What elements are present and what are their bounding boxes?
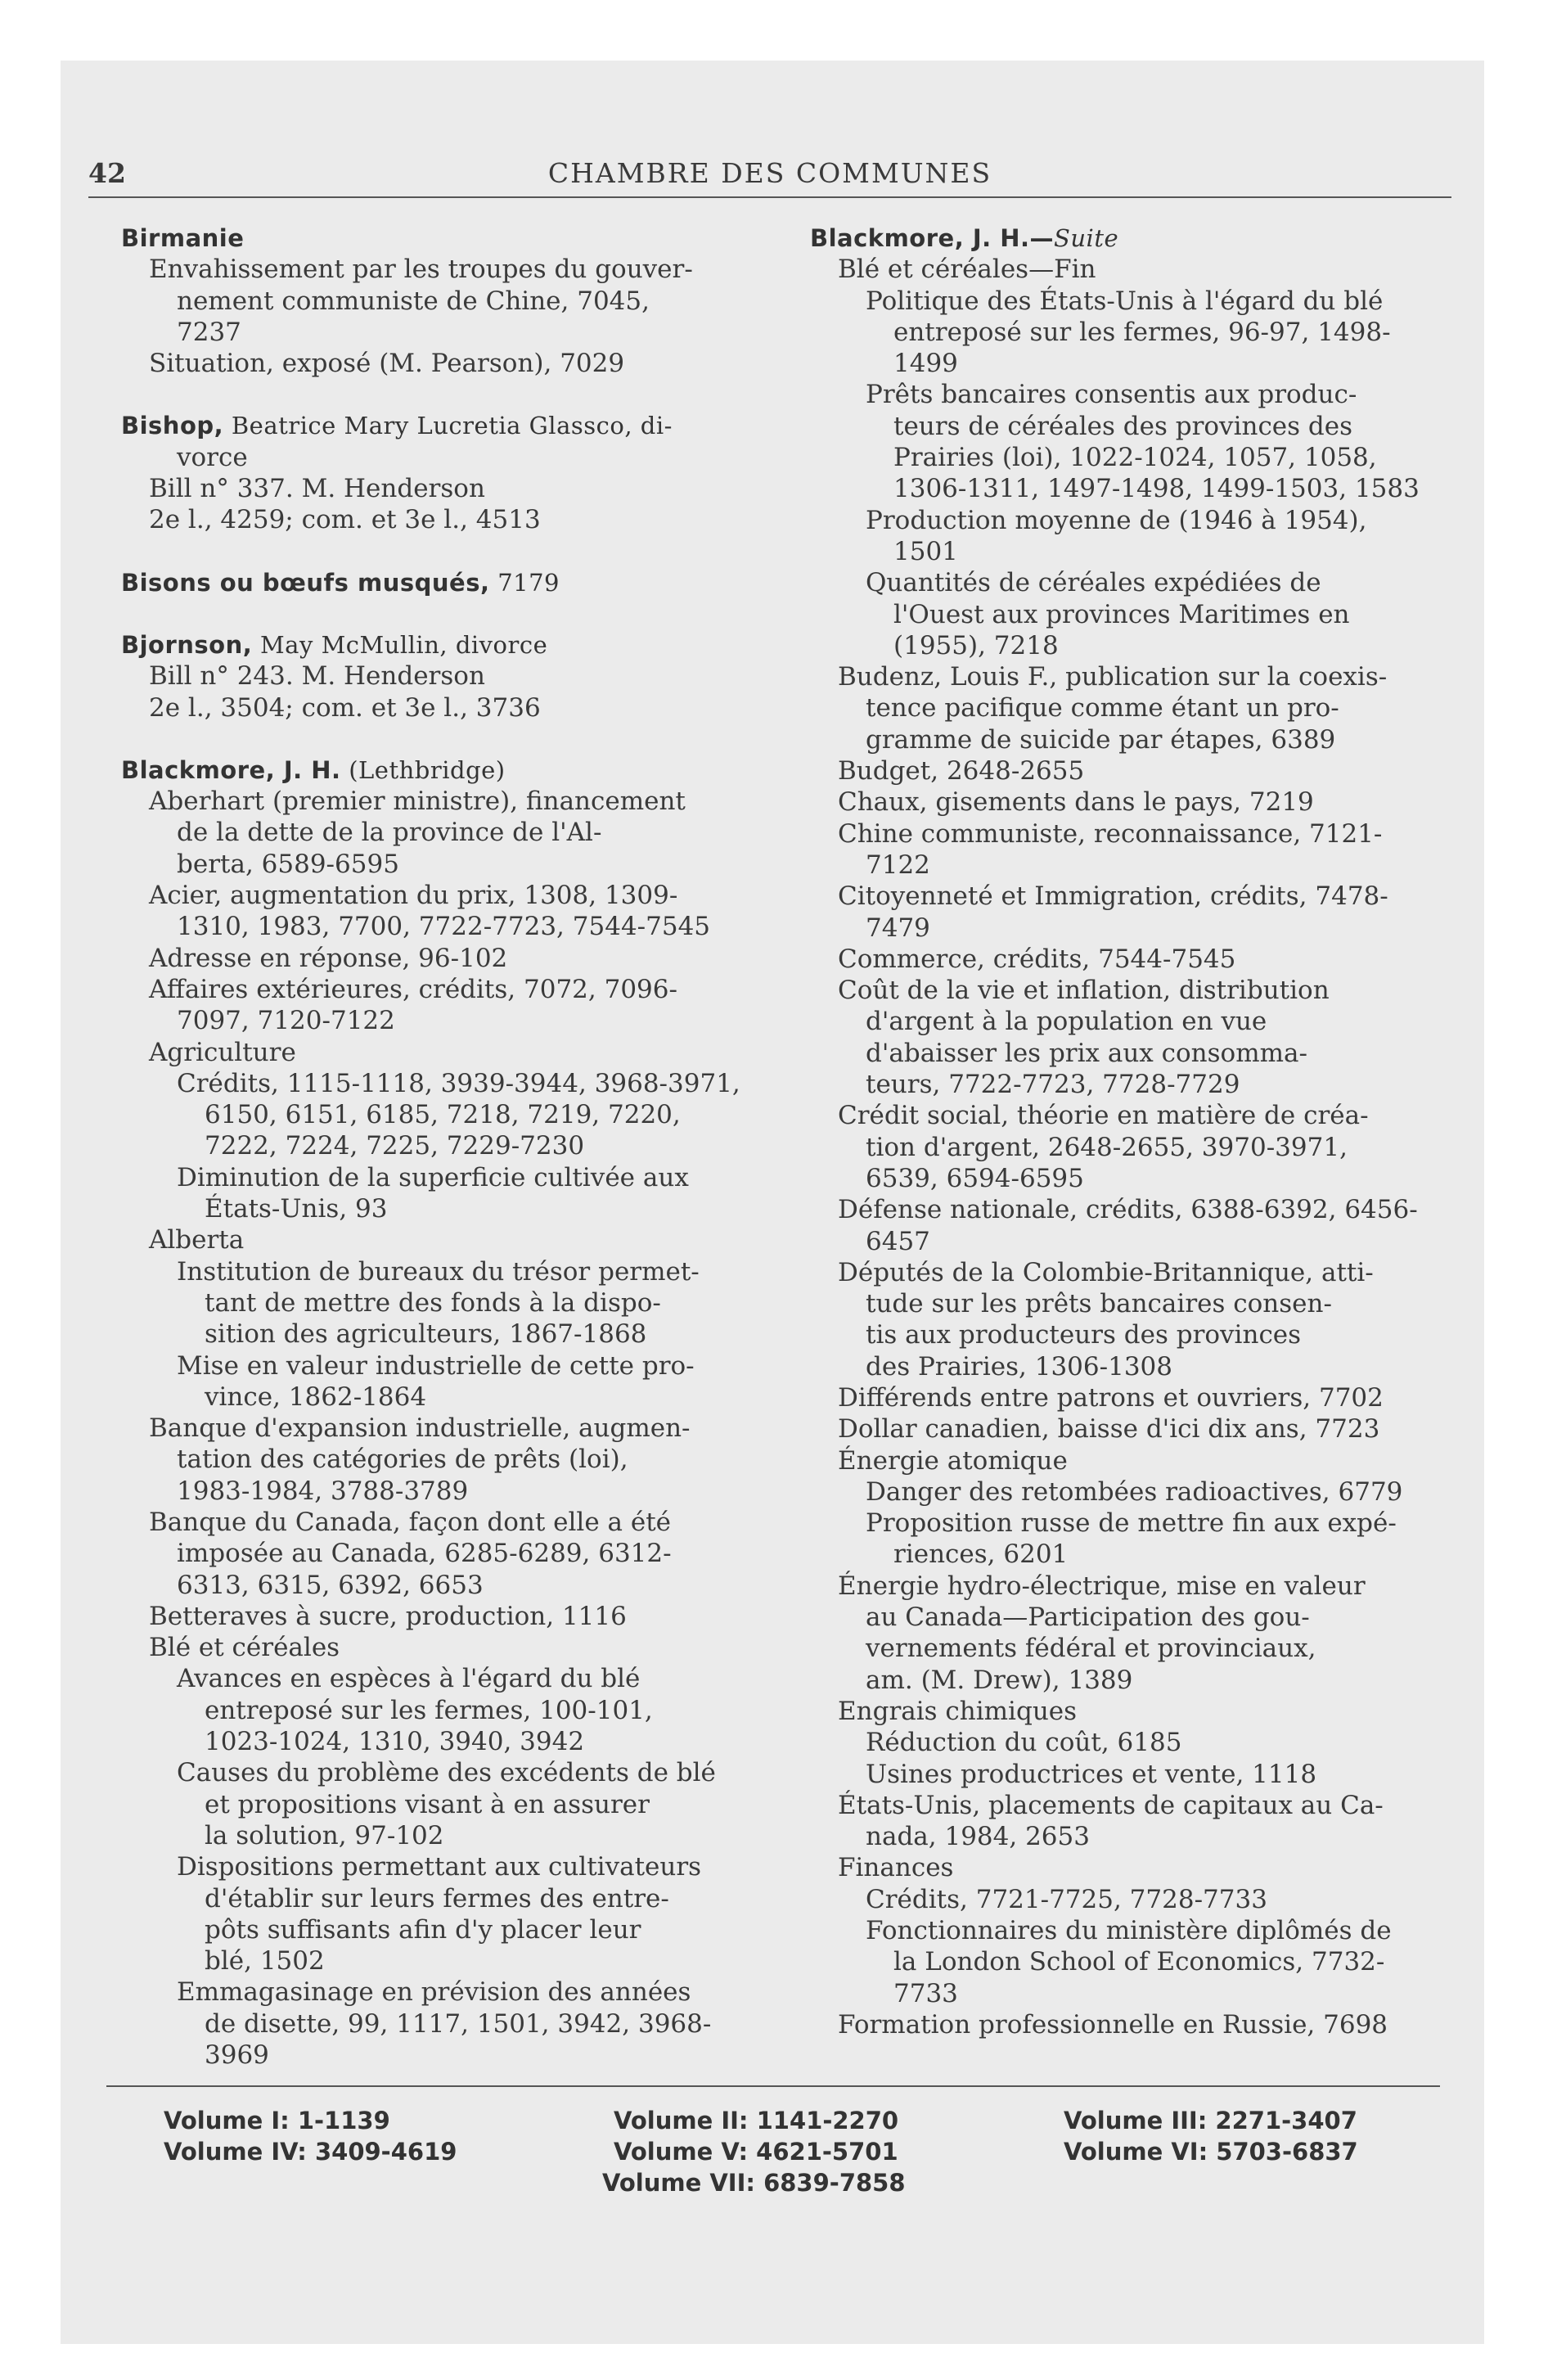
index-line [121, 1851, 767, 1882]
line-text: Crédits, 1115-1118, 3939-3944, 3968-3971, [177, 1068, 740, 1098]
line-text: de disette, 99, 1117, 1501, 3942, 3968- [205, 2008, 712, 2039]
line-text: 6150, 6151, 6185, 7218, 7219, 7220, [205, 1100, 681, 1130]
index-line [810, 1163, 1456, 1194]
line-text: tant de mettre des fonds à la dispo- [205, 1287, 661, 1318]
line-text: entreposé sur les fermes, 100-101, [205, 1695, 653, 1725]
heading-name: Blackmore, J. H. [121, 755, 341, 784]
line-text: Chaux, gisements dans le pays, 7219 [838, 787, 1314, 818]
line-text: Fonctionnaires du ministère diplômés de [866, 1916, 1392, 1946]
index-line [121, 849, 767, 880]
index-line [810, 630, 1456, 661]
index-line [810, 1226, 1456, 1257]
index-line [121, 1507, 767, 1538]
index-line [810, 1351, 1456, 1382]
index-line [121, 1757, 767, 1788]
line-text: 1499 [893, 349, 958, 379]
index-line [121, 1726, 767, 1757]
index-line [121, 1068, 767, 1099]
index-heading [121, 755, 767, 786]
line-text: d'établir sur leurs fermes des entre- [205, 1883, 669, 1913]
line-text: vernements fédéral et provinciaux, [866, 1634, 1316, 1664]
line-text: Énergie atomique [838, 1445, 1068, 1476]
header-rule [88, 196, 1451, 198]
index-line [121, 1193, 767, 1224]
index-line [810, 1382, 1456, 1413]
line-text: vince, 1862-1864 [205, 1382, 427, 1412]
index-line [810, 1100, 1456, 1131]
index-line [121, 1914, 767, 1945]
line-text: Quantités de céréales expédiées de [866, 568, 1321, 598]
line-text: la London School of Economics, 7732- [893, 1947, 1385, 1977]
line-text: Situation, exposé (M. Pearson), 7029 [149, 349, 625, 379]
index-line [810, 536, 1456, 567]
index-line [810, 1445, 1456, 1476]
heading-detail: (Lethbridge) [340, 755, 506, 784]
line-text: Crédit social, théorie en matière de créa- [838, 1101, 1369, 1131]
line-text: et propositions visant à en assurer [205, 1789, 650, 1819]
index-entry [121, 223, 767, 379]
index-line [810, 317, 1456, 348]
index-line [810, 1288, 1456, 1319]
line-text: nement communiste de Chine, 7045, [177, 286, 650, 316]
index-line [121, 1287, 767, 1318]
index-line [121, 1945, 767, 1977]
index-line [121, 1789, 767, 1820]
index-line [810, 1038, 1456, 1069]
line-text: pôts suffisants afin d'y placer leur [205, 1914, 641, 1945]
page-title: CHAMBRE DES COMMUNES [547, 157, 992, 189]
line-text: Adresse en réponse, 96-102 [149, 943, 508, 973]
line-text: Chine communiste, reconnaissance, 7121- [838, 818, 1383, 849]
line-text: d'argent à la population en vue [866, 1007, 1267, 1037]
index-line [810, 755, 1456, 787]
index-line [121, 1256, 767, 1287]
volume-range-4: Volume IV: 3409-4619 [164, 2138, 457, 2166]
line-text: tion d'argent, 2648-2655, 3970-3971, [866, 1132, 1348, 1162]
index-line [810, 348, 1456, 379]
line-text: Affaires extérieures, crédits, 7072, 7096- [149, 974, 677, 1004]
index-entry [121, 567, 767, 598]
line-text: riences, 6201 [893, 1539, 1069, 1570]
volume-range-7: Volume VII: 6839-7858 [602, 2169, 906, 2197]
index-line [121, 1538, 767, 1569]
index-line [810, 1069, 1456, 1100]
line-text: teurs, 7722-7723, 7728-7729 [866, 1070, 1240, 1100]
line-text: Défense nationale, crédits, 6388-6392, 6456- [838, 1195, 1418, 1225]
line-text: des Prairies, 1306-1308 [866, 1351, 1172, 1382]
heading-detail: 7179 [489, 568, 560, 597]
line-text: 1501 [893, 536, 958, 566]
line-text: Formation professionnelle en Russie, 7698 [838, 2009, 1388, 2040]
line-text: Bill n° 337. M. Henderson [149, 474, 485, 504]
index-line [121, 1663, 767, 1694]
index-line [810, 1915, 1456, 1946]
index-line [121, 473, 767, 504]
index-line [121, 317, 767, 348]
line-text: gramme de suicide par étapes, 6389 [866, 724, 1336, 755]
line-text: am. (M. Drew), 1389 [866, 1665, 1133, 1695]
index-line [121, 1005, 767, 1036]
index-line [810, 1476, 1456, 1508]
index-line [121, 974, 767, 1005]
index-line [810, 1696, 1456, 1727]
index-line [810, 1257, 1456, 1288]
line-text: Banque du Canada, façon dont elle a été [149, 1507, 672, 1537]
line-text: blé, 1502 [205, 1946, 325, 1977]
line-text: Énergie hydro-électrique, mise en valeur [838, 1571, 1366, 1601]
line-text: tence pacifique comme étant un pro- [866, 693, 1339, 723]
index-line [121, 1224, 767, 1255]
line-text: Blé et céréales—Fin [838, 255, 1096, 285]
index-line [810, 1132, 1456, 1163]
index-line [810, 1884, 1456, 1915]
index-line [121, 286, 767, 317]
index-line [121, 817, 767, 848]
heading-name: Birmanie [121, 224, 245, 252]
index-line [121, 692, 767, 723]
line-text: Budenz, Louis F., publication sur la coexis- [838, 662, 1388, 692]
index-line [810, 787, 1456, 818]
heading-detail: Suite [1054, 224, 1119, 252]
line-text: tation des catégories de prêts (loi), [177, 1445, 628, 1475]
line-text: berta, 6589-6595 [177, 849, 399, 879]
volume-range-1: Volume I: 1-1139 [164, 2107, 390, 2134]
index-line [121, 1037, 767, 1068]
index-line [121, 1632, 767, 1663]
index-line [121, 1162, 767, 1193]
line-text: Agriculture [149, 1037, 296, 1067]
index-line [121, 911, 767, 942]
line-text: tis aux producteurs des provinces [866, 1320, 1302, 1350]
line-text: Députés de la Colombie-Britannique, atti- [838, 1257, 1374, 1287]
index-line [121, 1883, 767, 1914]
index-line [810, 1759, 1456, 1790]
index-line [810, 1665, 1456, 1696]
index-line [810, 505, 1456, 536]
line-text: 7097, 7120-7122 [177, 1006, 395, 1036]
index-heading [121, 410, 767, 441]
index-line [810, 599, 1456, 630]
line-text: Betteraves à sucre, production, 1116 [149, 1601, 627, 1631]
index-line [810, 913, 1456, 944]
index-line [810, 1852, 1456, 1883]
line-text: Proposition russe de mettre fin aux expé- [866, 1508, 1397, 1539]
index-line [810, 1319, 1456, 1350]
line-text: 7733 [893, 1978, 958, 2008]
index-entry [121, 410, 767, 535]
index-line [121, 1318, 767, 1350]
line-text: Production moyenne de (1946 à 1954), [866, 505, 1367, 535]
line-text: Mise en valeur industrielle de cette pro- [177, 1350, 695, 1381]
line-text: la solution, 97-102 [205, 1820, 444, 1850]
line-text: 6539, 6594-6595 [866, 1163, 1084, 1193]
index-line [121, 1413, 767, 1444]
line-text: Dispositions permettant aux cultivateurs [177, 1852, 702, 1882]
line-text: 7122 [866, 850, 930, 880]
index-line [121, 1977, 767, 2008]
index-line [810, 1790, 1456, 1821]
line-text: Coût de la vie et inflation, distribution [838, 976, 1330, 1006]
index-column-right [810, 223, 1456, 2040]
line-text: Aberhart (premier ministre), financement [149, 787, 686, 817]
index-entry [121, 755, 767, 2071]
volume-range-3: Volume III: 2271-3407 [1064, 2107, 1357, 2134]
heading-name: Bjornson, [121, 630, 253, 659]
line-text: Budget, 2648-2655 [838, 756, 1085, 787]
line-text: États-Unis, placements de capitaux au Ca- [838, 1790, 1384, 1820]
line-text: vorce [177, 442, 248, 472]
index-line [121, 786, 767, 817]
line-text: teurs de céréales des provinces des [893, 411, 1353, 441]
footer-rule [106, 2085, 1440, 2087]
line-text: 1023-1024, 1310, 3940, 3942 [205, 1727, 585, 1757]
line-text: 6313, 6315, 6392, 6653 [177, 1570, 484, 1600]
line-text: Réduction du coût, 6185 [866, 1728, 1182, 1758]
line-text: Engrais chimiques [838, 1696, 1078, 1726]
index-heading [810, 223, 1456, 254]
line-text: Différends entre patrons et ouvriers, 7702 [838, 1382, 1384, 1413]
index-line [121, 504, 767, 535]
line-text: Crédits, 7721-7725, 7728-7733 [866, 1884, 1267, 1914]
index-line [121, 1570, 767, 1601]
index-line [810, 1602, 1456, 1633]
index-line [121, 1350, 767, 1382]
heading-name: Blackmore, J. H.— [810, 224, 1055, 252]
line-text: Diminution de la superficie cultivée aux [177, 1162, 689, 1192]
index-line [121, 1382, 767, 1413]
index-line [810, 975, 1456, 1006]
line-text: 1983-1984, 3788-3789 [177, 1476, 469, 1506]
index-column-left [121, 223, 767, 2071]
index-line [810, 411, 1456, 442]
index-line [121, 1099, 767, 1130]
line-text: 1310, 1983, 7700, 7722-7723, 7544-7545 [177, 912, 711, 942]
index-line [121, 1476, 767, 1507]
line-text: tude sur les prêts bancaires consen- [866, 1289, 1332, 1319]
line-text: 3969 [205, 2040, 269, 2071]
index-line [810, 286, 1456, 317]
volume-range-6: Volume VI: 5703-6837 [1064, 2138, 1358, 2166]
line-text: d'abaisser les prix aux consomma- [866, 1038, 1307, 1068]
index-line [810, 1978, 1456, 2009]
index-line [810, 2009, 1456, 2040]
index-line [810, 661, 1456, 692]
index-line [121, 348, 767, 379]
index-line [121, 2008, 767, 2040]
volume-range-5: Volume V: 4621-5701 [614, 2138, 898, 2166]
index-line [810, 881, 1456, 912]
volume-range-2: Volume II: 1141-2270 [614, 2107, 899, 2134]
index-line [810, 1539, 1456, 1570]
index-line [810, 254, 1456, 285]
line-text: 1306-1311, 1497-1498, 1499-1503, 1583 [893, 474, 1420, 504]
line-text: entreposé sur les fermes, 96-97, 1498- [893, 317, 1391, 347]
index-line [810, 1727, 1456, 1758]
index-line [121, 1601, 767, 1632]
line-text: (1955), 7218 [893, 630, 1059, 660]
index-line [121, 1444, 767, 1475]
line-text: Bill n° 243. M. Henderson [149, 661, 485, 692]
index-line [121, 2040, 767, 2071]
index-line [121, 1130, 767, 1161]
line-text: 2e l., 3504; com. et 3e l., 3736 [149, 692, 541, 723]
index-line [810, 1194, 1456, 1225]
index-line [121, 442, 767, 473]
index-entry [121, 629, 767, 723]
line-text: 6457 [866, 1226, 930, 1256]
index-line [810, 850, 1456, 881]
line-text: 7222, 7224, 7225, 7229-7230 [205, 1131, 585, 1161]
line-text: Dollar canadien, baisse d'ici dix ans, 7723 [838, 1414, 1380, 1445]
index-line [810, 818, 1456, 850]
index-line [810, 473, 1456, 504]
line-text: Envahissement par les troupes du gouver- [149, 255, 693, 285]
index-line [121, 943, 767, 974]
line-text: 2e l., 4259; com. et 3e l., 4513 [149, 505, 541, 535]
line-text: Acier, augmentation du prix, 1308, 1309- [149, 881, 678, 911]
line-text: au Canada—Participation des gou- [866, 1602, 1310, 1633]
index-line [810, 379, 1456, 410]
line-text: Prêts bancaires consentis aux produc- [866, 380, 1357, 410]
index-line [810, 567, 1456, 598]
line-text: Institution de bureaux du trésor permet- [177, 1256, 700, 1287]
index-line [121, 880, 767, 911]
index-line [121, 1820, 767, 1851]
index-heading [121, 567, 767, 598]
index-line [810, 1508, 1456, 1539]
line-text: Causes du problème des excédents de blé [177, 1758, 716, 1788]
index-line [810, 1006, 1456, 1037]
index-line [121, 1695, 767, 1726]
index-line [121, 254, 767, 285]
line-text: 7479 [866, 913, 930, 943]
index-line [810, 1821, 1456, 1852]
line-text: Finances [838, 1853, 954, 1883]
heading-name: Bishop, [121, 412, 224, 440]
line-text: l'Ouest aux provinces Maritimes en [893, 599, 1350, 629]
line-text: de la dette de la province de l'Al- [177, 818, 602, 848]
index-line [810, 442, 1456, 473]
line-text: Emmagasinage en prévision des années [177, 1977, 691, 2008]
line-text: Alberta [149, 1225, 245, 1255]
index-line [810, 1946, 1456, 1977]
line-text: Commerce, crédits, 7544-7545 [838, 944, 1236, 974]
line-text: États-Unis, 93 [205, 1194, 388, 1224]
page-number: 42 [88, 157, 126, 189]
line-text: Prairies (loi), 1022-1024, 1057, 1058, [893, 443, 1377, 473]
line-text: Usines productrices et vente, 1118 [866, 1759, 1317, 1789]
heading-detail: May McMullin, divorce [252, 630, 548, 659]
line-text: Citoyenneté et Immigration, crédits, 7478- [838, 881, 1388, 912]
line-text: Banque d'expansion industrielle, augmen- [149, 1413, 691, 1444]
line-text: 7237 [177, 317, 241, 347]
heading-detail: Beatrice Mary Lucretia Glassco, di- [223, 412, 673, 440]
index-heading [121, 629, 767, 660]
line-text: Politique des États-Unis à l'égard du blé [866, 286, 1384, 316]
line-text: Blé et céréales [149, 1633, 340, 1663]
line-text: imposée au Canada, 6285-6289, 6312- [177, 1539, 672, 1569]
index-line [810, 1633, 1456, 1664]
index-line [810, 1571, 1456, 1602]
index-line [810, 724, 1456, 755]
index-line [810, 944, 1456, 975]
index-line [810, 692, 1456, 723]
index-line [810, 1413, 1456, 1445]
index-line [121, 660, 767, 692]
index-heading [121, 223, 767, 254]
heading-name: Bisons ou bœufs musqués, [121, 568, 490, 597]
line-text: nada, 1984, 2653 [866, 1822, 1090, 1852]
line-text: Danger des retombées radioactives, 6779 [866, 1476, 1403, 1507]
line-text: sition des agriculteurs, 1867-1868 [205, 1319, 647, 1350]
line-text: Avances en espèces à l'égard du blé [177, 1664, 641, 1694]
